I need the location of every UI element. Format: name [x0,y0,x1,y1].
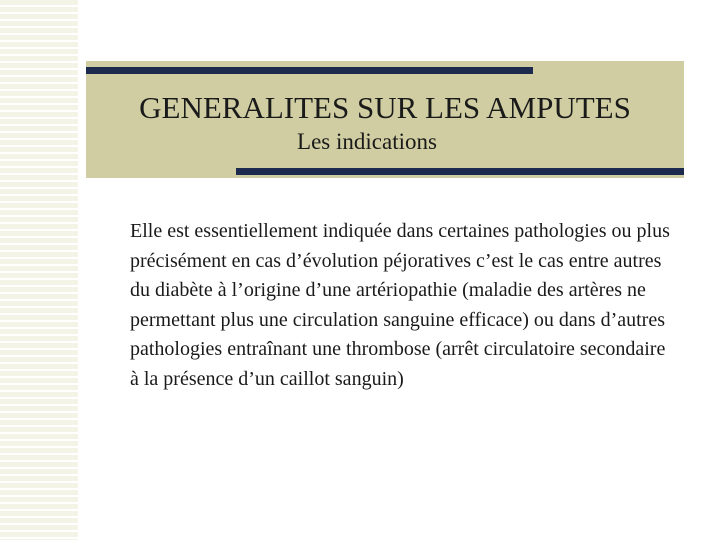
decorative-stripes [0,0,78,540]
slide-body-text: Elle est essentiellement indiquée dans certaines pathologies ou plus précisément en cas d’évolution péjoratives c’est le cas entre autres du diabète à l’origine d’une artériopathie (maladie des artères ne permettant plus une circulation sanguine efficace) ou dans d’autres pathologies entraînant une thrombose (arrêt circulatoire secondaire à la présence d’un caillot sanguin) [130,220,670,390]
title-rule-bottom [236,168,684,175]
slide-title: GENERALITES SUR LES AMPUTES [139,90,631,125]
slide-subtitle: Les indications [297,129,437,154]
title-rule-top [86,67,533,74]
